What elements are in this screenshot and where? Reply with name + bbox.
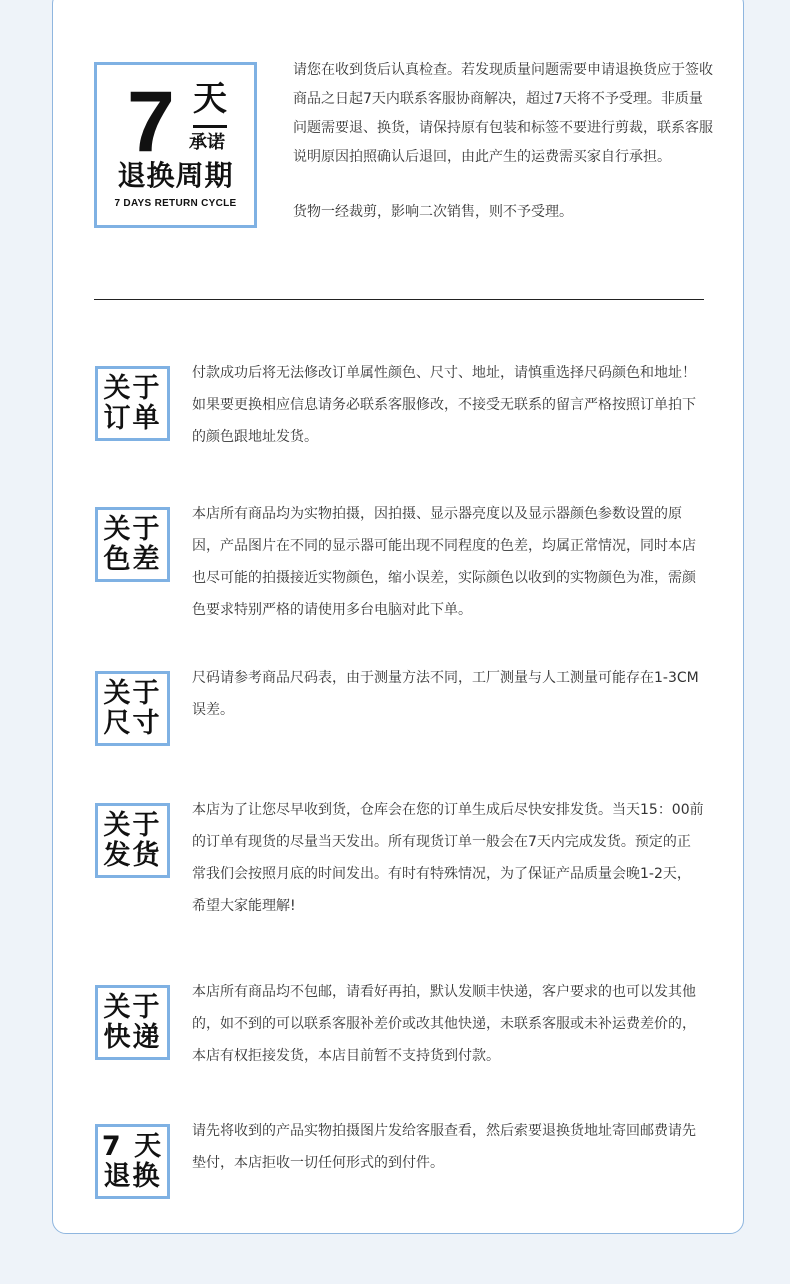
courier-badge-line1: 关于: [103, 991, 162, 1023]
size-badge-line2: 尺寸: [103, 707, 162, 739]
seven-day-return-text: 请先将收到的产品实物拍摄图片发给客服查看，然后索要退换货地址寄回邮费请先垫付，本店拒收一切任何形式的到付件。: [192, 1123, 696, 1171]
return-policy-text: 请您在收到货后认真检查。若发现质量问题需要申请退换货应于签收商品之日起7天内联系客服协商解决，超过7天将不予受理。非质量问题需要退、换货，请保持原有包装和标签不要进行剪裁，联系客服说明原因拍照确认后退回，由此产生的运费需买家自行承担。: [293, 62, 713, 165]
shipping-badge-line1: 关于: [103, 809, 162, 841]
size-badge-line1: 关于: [103, 677, 162, 709]
color-diff-badge-line1: 关于: [103, 513, 162, 545]
return-policy-note: 货物一经裁剪，影响二次销售，则不予受理。: [293, 204, 573, 220]
section-divider: [94, 299, 704, 300]
seven-day-return-badge-line2: 退换: [103, 1160, 162, 1192]
color-diff-text: 本店所有商品均为实物拍摄，因拍摄、显示器亮度以及显示器颜色参数设置的原因，产品图片在不同的显示器可能出现不同程度的色差，均属正常情况，同时本店也尽可能的拍摄接近实物颜色，缩小误差，实际颜色以收到的实物颜色为准，需颜色要求特别严格的请使用多台电脑对此下单。: [192, 506, 696, 618]
order-badge-line2: 订单: [103, 402, 162, 434]
color-diff-badge-line2: 色差: [103, 543, 162, 575]
courier-badge: [95, 985, 170, 1060]
color-diff-badge: [95, 507, 170, 582]
shipping-text: 本店为了让您尽早收到货，仓库会在您的订单生成后尽快安排发货。当天15：00前的订单有现货的尽量当天发出。所有现货订单一般会在7天内完成发货。预定的正常我们会按照月底的时间发出。有时有特殊情况，为了保证产品质量会晚1-2天，希望大家能理解!: [192, 802, 704, 914]
order-badge-line1: 关于: [103, 372, 162, 404]
badge-number: 7: [127, 74, 175, 170]
shipping-badge: [95, 803, 170, 878]
courier-text: 本店所有商品均不包邮，请看好再拍，默认发顺丰快递，客户要求的也可以发其他的，如不到的可以联系客服补差价或改其他快递，未联系客服或未补运费差价的，本店有权拒接发货，本店目前暂不支持货到付款。: [192, 984, 696, 1064]
courier-badge-line2: 快递: [103, 1021, 162, 1053]
badge-title: 退换周期: [117, 159, 234, 192]
order-badge: [95, 366, 170, 441]
size-text: 尺码请参考商品尺码表，由于测量方法不同，工厂测量与人工测量可能存在1-3CM误差。: [192, 670, 699, 718]
seven-day-return-badge: [95, 1124, 170, 1199]
badge-subtitle: 7 DAYS RETURN CYCLE: [114, 198, 237, 209]
seven-day-return-badge-line1: 7 天: [101, 1130, 164, 1162]
shipping-badge-line2: 发货: [103, 839, 162, 871]
order-text: 付款成功后将无法修改订单属性颜色、尺寸、地址，请慎重选择尺码颜色和地址！如果要更换相应信息请务必联系客服修改，不接受无联系的留言严格按照订单拍下的颜色跟地址发货。: [192, 365, 696, 445]
badge-promise: 承诺: [189, 132, 225, 153]
return-cycle-badge: [94, 62, 257, 228]
badge-rule: [193, 125, 227, 128]
badge-day: 天: [193, 79, 227, 119]
size-badge: [95, 671, 170, 746]
